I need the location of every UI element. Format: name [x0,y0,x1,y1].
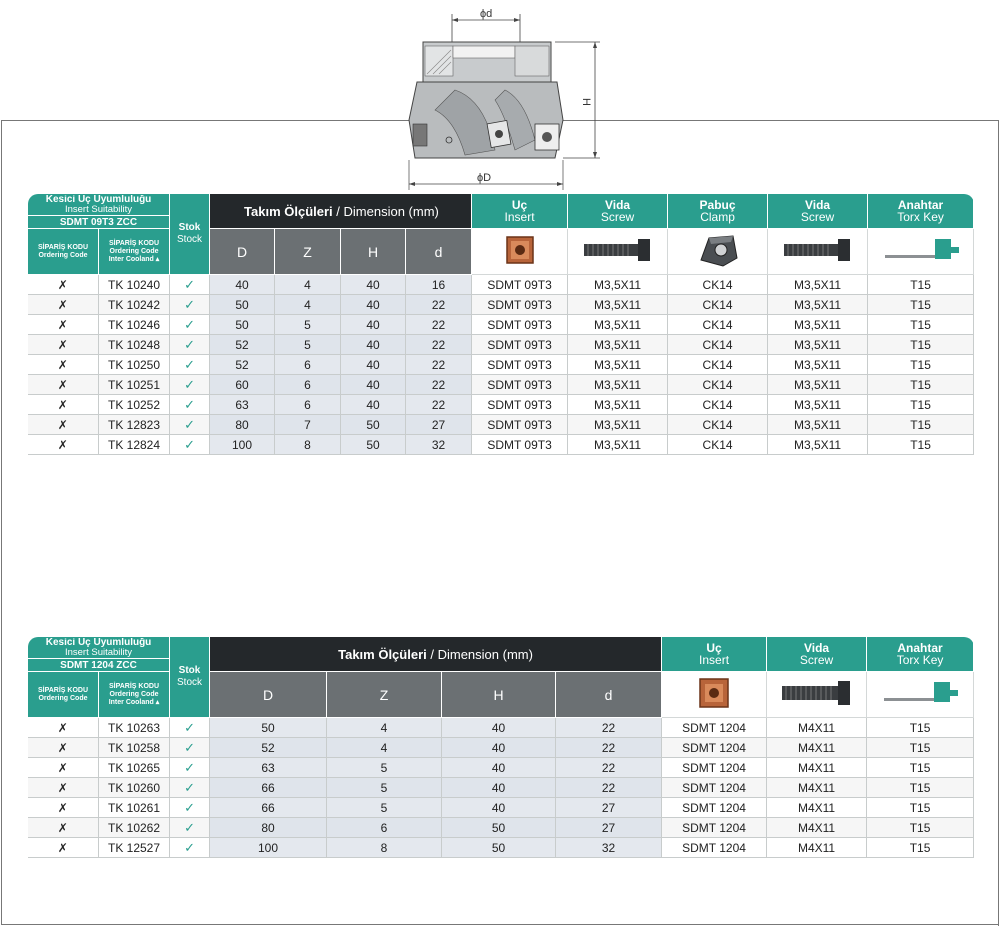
coolant-drop-icon: ▴ [155,255,160,263]
dim-H-cell: 40 [341,375,406,395]
torx-key-icon [879,233,963,267]
torx-key-cell: T15 [867,798,974,818]
dim-H-cell: 40 [442,738,556,758]
clamp-cell: CK14 [668,415,768,435]
stock-check-icon: ✓ [170,798,210,818]
table-row [28,355,974,375]
table-row [28,335,974,355]
ordering-mark-cell: ✗ [28,738,99,758]
screw2-image [768,229,868,275]
ordering-code-cell: TK 10240 [99,275,170,295]
screw2-cell: M3,5X11 [768,435,868,455]
screw-cell: M3,5X11 [568,335,668,355]
ordering-code-cell: TK 10260 [99,778,170,798]
table-row [28,738,974,758]
clamp-image [668,229,768,275]
torx-key-cell: T15 [868,395,974,415]
dim-Z-cell: 4 [327,738,442,758]
screw2-cell: M3,5X11 [768,315,868,335]
torx-key-image [868,229,974,275]
insert-cell: SDMT 09T3 [472,355,568,375]
insert-cell: SDMT 09T3 [472,315,568,335]
clamp-cell: CK14 [668,355,768,375]
dimension-header: Takım Ölçüleri / Dimension (mm) [210,194,472,229]
dim-D-cell: 66 [210,778,327,798]
ordering-code-cell: TK 10261 [99,798,170,818]
screw-cell: M4X11 [767,818,867,838]
screw-cell: M4X11 [767,718,867,738]
ordering-code-cell: TK 10263 [99,718,170,738]
insert-cell: SDMT 1204 [662,838,767,858]
ordering-code-cell: TK 10258 [99,738,170,758]
ordering-code-cell: TK 10248 [99,335,170,355]
torx-key-image [867,672,974,718]
dim-header-D: D [210,672,327,718]
dim-Z-cell: 5 [327,778,442,798]
dim-D-cell: 100 [210,435,275,455]
dim-d-cell: 22 [406,295,472,315]
insert-cell: SDMT 1204 [662,818,767,838]
table-sdmt-1204 [27,636,974,858]
dim-d-cell: 22 [406,335,472,355]
table-row [28,375,974,395]
ordering-code-cell: TK 12823 [99,415,170,435]
ordering-mark-cell: ✗ [28,315,99,335]
torx-key-cell: T15 [868,375,974,395]
clamp-cell: CK14 [668,375,768,395]
insert-icon [503,233,537,267]
dim-H-cell: 50 [442,818,556,838]
ordering-mark-cell: ✗ [28,778,99,798]
screw2-cell: M3,5X11 [768,335,868,355]
insert-suitability-header: Kesici Uç Uyumluluğu Insert Suitability [28,637,170,659]
stock-check-icon: ✓ [170,718,210,738]
insert-cell: SDMT 09T3 [472,375,568,395]
ordering-mark-cell: ✗ [28,355,99,375]
ordering-mark-cell: ✗ [28,718,99,738]
table-row [28,798,974,818]
dim-Z-cell: 4 [275,295,341,315]
insert-image [472,229,568,275]
insert-cell: SDMT 1204 [662,738,767,758]
dim-Z-cell: 5 [275,335,341,355]
page-frame-right [998,120,999,926]
screw2-cell: M3,5X11 [768,275,868,295]
table-row [28,758,974,778]
stock-check-icon: ✓ [170,295,210,315]
clamp-cell: CK14 [668,335,768,355]
dim-H-cell: 40 [442,798,556,818]
dim-d-cell: 27 [406,415,472,435]
stock-check-icon: ✓ [170,838,210,858]
insert-cell: SDMT 09T3 [472,275,568,295]
clamp-cell: CK14 [668,315,768,335]
ordering-mark-cell: ✗ [28,838,99,858]
dim-H-cell: 40 [341,315,406,335]
torx-key-cell: T15 [868,415,974,435]
insert-cell: SDMT 09T3 [472,395,568,415]
ordering-mark-cell: ✗ [28,335,99,355]
ordering-code-cell: TK 10262 [99,818,170,838]
ordering-code-header: SİPARİŞ KODU Ordering Code [28,229,99,275]
dim-d-cell: 16 [406,275,472,295]
dim-D-cell: 52 [210,738,327,758]
stock-check-icon: ✓ [170,435,210,455]
stock-check-icon: ✓ [170,415,210,435]
screw-cell: M3,5X11 [568,435,668,455]
ordering-mark-cell: ✗ [28,275,99,295]
clamp-cell: CK14 [668,435,768,455]
dim-D-cell: 80 [210,415,275,435]
torx-key-cell: T15 [867,778,974,798]
insert-header: Uç Insert [662,637,767,672]
screw-header: Vida Screw [568,194,668,229]
stock-check-icon: ✓ [170,355,210,375]
ordering-mark-cell: ✗ [28,415,99,435]
table-row [28,275,974,295]
small-diameter-label: ϕd [480,8,493,20]
clamp-header: Pabuç Clamp [668,194,768,229]
stock-check-icon: ✓ [170,375,210,395]
screw-cell: M4X11 [767,838,867,858]
dim-Z-cell: 8 [327,838,442,858]
dim-H-cell: 40 [341,275,406,295]
dim-D-cell: 60 [210,375,275,395]
insert-cell: SDMT 09T3 [472,295,568,315]
coolant-drop-icon: ▴ [155,698,160,706]
dim-d-cell: 22 [406,375,472,395]
table-row [28,415,974,435]
screw-cell: M4X11 [767,758,867,778]
ordering-code-cell: TK 10265 [99,758,170,778]
torx-key-header: Anahtar Torx Key [867,637,974,672]
dim-d-cell: 22 [556,718,662,738]
dim-d-cell: 32 [556,838,662,858]
dim-D-cell: 50 [210,295,275,315]
torx-key-cell: T15 [867,718,974,738]
dim-d-cell: 22 [556,738,662,758]
insert-image [662,672,767,718]
dim-d-cell: 22 [406,315,472,335]
insert-cell: SDMT 1204 [662,798,767,818]
table-sdmt-09t3 [27,193,974,455]
ordering-mark-cell: ✗ [28,758,99,778]
dim-D-cell: 52 [210,335,275,355]
screw-icon [780,235,856,265]
insert-suitability-header: Kesici Uç Uyumluluğu Insert Suitability [28,194,170,216]
screw-image [568,229,668,275]
screw-cell: M4X11 [767,738,867,758]
dim-D-cell: 40 [210,275,275,295]
ordering-code-cell: TK 10242 [99,295,170,315]
dim-d-cell: 27 [556,818,662,838]
stock-check-icon: ✓ [170,335,210,355]
torx-key-cell: T15 [868,295,974,315]
dim-D-cell: 80 [210,818,327,838]
screw2-cell: M3,5X11 [768,355,868,375]
table-row [28,395,974,415]
insert-cell: SDMT 09T3 [472,335,568,355]
screw-cell: M3,5X11 [568,355,668,375]
screw-cell: M4X11 [767,778,867,798]
screw-icon [580,235,656,265]
series-label: SDMT 09T3 ZCC [28,216,170,229]
screw-cell: M3,5X11 [568,275,668,295]
dim-H-cell: 40 [341,355,406,375]
screw-icon [778,677,856,709]
height-label: H [580,98,592,106]
table-row [28,778,974,798]
dim-d-cell: 22 [406,395,472,415]
clamp-icon [693,230,743,270]
dim-D-cell: 66 [210,798,327,818]
stock-check-icon: ✓ [170,275,210,295]
page-frame-bottom [1,924,999,925]
dim-D-cell: 63 [210,395,275,415]
screw-cell: M3,5X11 [568,415,668,435]
dim-d-cell: 22 [556,758,662,778]
insert-icon [696,675,732,711]
clamp-cell: CK14 [668,295,768,315]
dim-D-cell: 50 [210,718,327,738]
dim-H-cell: 40 [442,778,556,798]
dim-d-cell: 32 [406,435,472,455]
torx-key-cell: T15 [868,435,974,455]
screw2-cell: M3,5X11 [768,395,868,415]
table-row [28,718,974,738]
dim-Z-cell: 4 [327,718,442,738]
torx-key-header: Anahtar Torx Key [868,194,974,229]
ordering-code-cell: TK 10250 [99,355,170,375]
dim-Z-cell: 5 [327,798,442,818]
dim-header-D: D [210,229,275,275]
torx-key-cell: T15 [867,758,974,778]
dim-D-cell: 63 [210,758,327,778]
insert-cell: SDMT 09T3 [472,415,568,435]
screw-header: Vida Screw [767,637,867,672]
dim-D-cell: 52 [210,355,275,375]
dim-Z-cell: 8 [275,435,341,455]
dim-header-H: H [442,672,556,718]
torx-key-cell: T15 [868,315,974,335]
ordering-code-cell: TK 10251 [99,375,170,395]
screw2-cell: M3,5X11 [768,295,868,315]
dim-Z-cell: 6 [275,395,341,415]
insert-cell: SDMT 09T3 [472,435,568,455]
dim-d-cell: 22 [556,778,662,798]
torx-key-icon [878,676,962,710]
screw-cell: M3,5X11 [568,315,668,335]
dim-H-cell: 40 [442,718,556,738]
ordering-code-cell: TK 12527 [99,838,170,858]
ordering-code-header: SİPARİŞ KODU Ordering Code [28,672,99,718]
table-row [28,838,974,858]
stock-check-icon: ✓ [170,315,210,335]
dim-header-H: H [341,229,406,275]
dim-D-cell: 100 [210,838,327,858]
dim-H-cell: 40 [442,758,556,778]
stock-header: Stok Stock [170,194,210,275]
dim-d-cell: 27 [556,798,662,818]
clamp-cell: CK14 [668,395,768,415]
screw-cell: M3,5X11 [568,375,668,395]
ordering-mark-cell: ✗ [28,798,99,818]
dimension-header: Takım Ölçüleri / Dimension (mm) [210,637,662,672]
insert-cell: SDMT 1204 [662,778,767,798]
cutter-drawing [395,0,615,190]
torx-key-cell: T15 [867,738,974,758]
torx-key-cell: T15 [867,838,974,858]
stock-check-icon: ✓ [170,778,210,798]
dim-H-cell: 40 [341,295,406,315]
screw2-cell: M3,5X11 [768,415,868,435]
stock-check-icon: ✓ [170,738,210,758]
screw-cell: M3,5X11 [568,295,668,315]
series-label: SDMT 1204 ZCC [28,659,170,672]
dim-Z-cell: 6 [275,355,341,375]
dim-header-Z: Z [275,229,341,275]
dim-header-d: d [406,229,472,275]
dim-Z-cell: 6 [275,375,341,395]
dim-Z-cell: 6 [327,818,442,838]
dim-H-cell: 50 [341,435,406,455]
ordering-code-cell: TK 10252 [99,395,170,415]
ordering-mark-cell: ✗ [28,295,99,315]
ordering-code-cell: TK 10246 [99,315,170,335]
stock-check-icon: ✓ [170,395,210,415]
torx-key-cell: T15 [868,275,974,295]
torx-key-cell: T15 [868,335,974,355]
large-diameter-label: ϕD [477,172,492,184]
ordering-code-cell: TK 12824 [99,435,170,455]
stock-header: Stok Stock [170,637,210,718]
dim-D-cell: 50 [210,315,275,335]
stock-check-icon: ✓ [170,758,210,778]
insert-cell: SDMT 1204 [662,758,767,778]
ordering-mark-cell: ✗ [28,818,99,838]
dim-Z-cell: 5 [327,758,442,778]
screw-cell: M4X11 [767,798,867,818]
ordering-mark-cell: ✗ [28,395,99,415]
dim-H-cell: 50 [442,838,556,858]
screw2-cell: M3,5X11 [768,375,868,395]
stock-check-icon: ✓ [170,818,210,838]
screw2-header: Vida Screw [768,194,868,229]
screw-image [767,672,867,718]
torx-key-cell: T15 [868,355,974,375]
dim-Z-cell: 7 [275,415,341,435]
screw-cell: M3,5X11 [568,395,668,415]
ordering-code-coolant-header: SİPARİŞ KODU Ordering Code Inter Cooland ▴ [99,229,170,275]
ordering-mark-cell: ✗ [28,375,99,395]
dim-header-d: d [556,672,662,718]
table-row [28,295,974,315]
insert-cell: SDMT 1204 [662,718,767,738]
insert-header: Uç Insert [472,194,568,229]
dim-header-Z: Z [327,672,442,718]
dim-d-cell: 22 [406,355,472,375]
ordering-mark-cell: ✗ [28,435,99,455]
dim-H-cell: 40 [341,395,406,415]
table-row [28,435,974,455]
dim-Z-cell: 4 [275,275,341,295]
table-row [28,818,974,838]
torx-key-cell: T15 [867,818,974,838]
dim-H-cell: 50 [341,415,406,435]
ordering-code-coolant-header: SİPARİŞ KODU Ordering Code Inter Cooland ▴ [99,672,170,718]
dim-H-cell: 40 [341,335,406,355]
table-row [28,315,974,335]
dim-Z-cell: 5 [275,315,341,335]
clamp-cell: CK14 [668,275,768,295]
